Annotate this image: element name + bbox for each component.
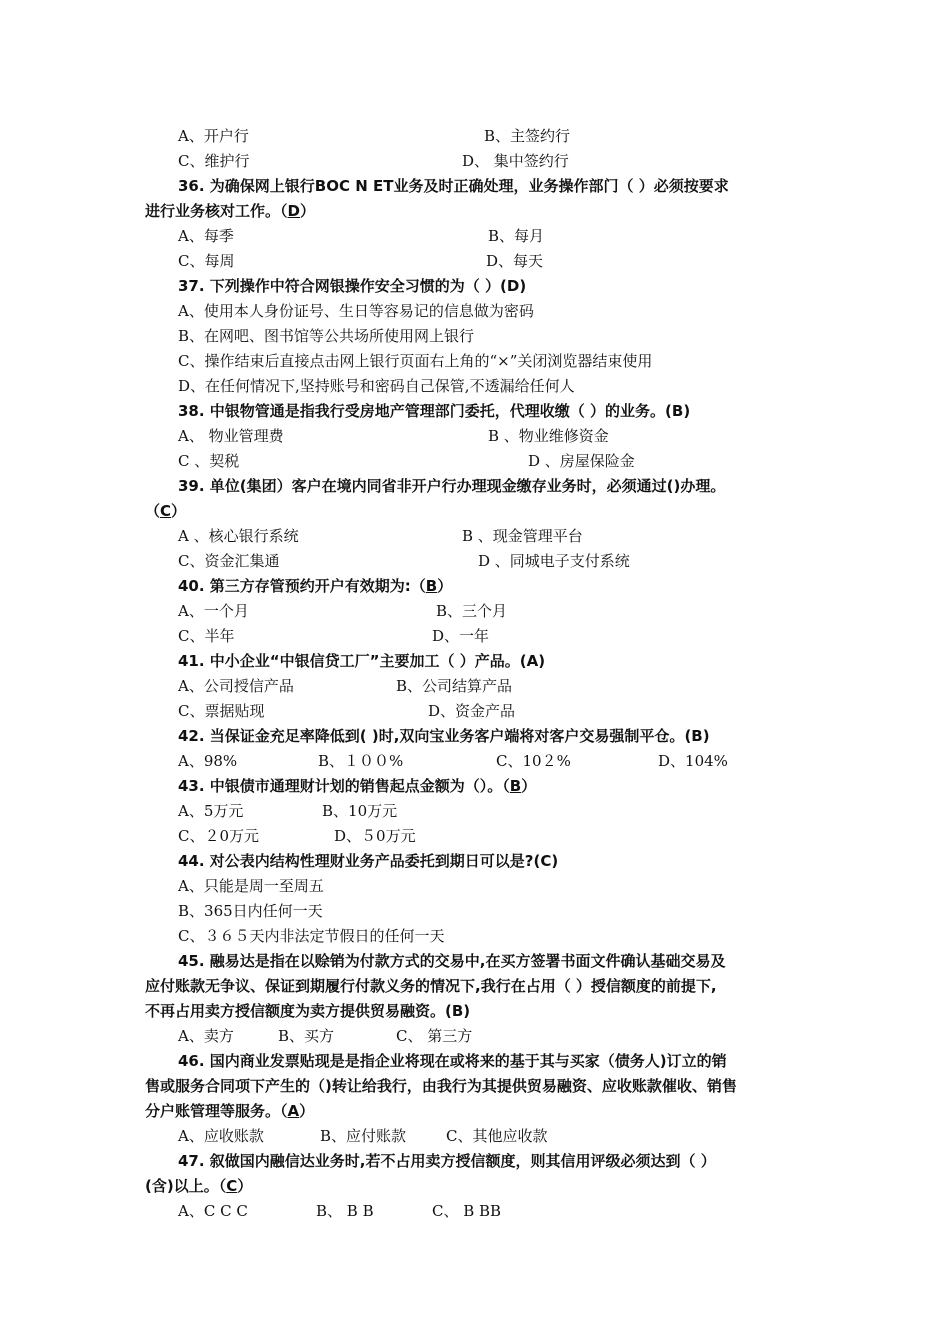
q40-option-b: B、三个月 <box>436 602 508 620</box>
q43-option-b: B、10万元 <box>322 802 398 820</box>
q39-option-d: D 、同城电子支付系统 <box>478 552 630 570</box>
q36-option-c: C、每周 <box>178 252 235 270</box>
q41-option-c: C、票据贴现 <box>178 702 265 720</box>
q42-option-a: A、98% <box>178 752 238 770</box>
q38-answer: (B) <box>665 402 691 420</box>
q42-option-b: B、１００% <box>318 752 404 770</box>
q46-question-line1: 46. 国内商业发票贴现是是指企业将现在或将来的基于其与买家（债务人)订立的销 <box>178 1052 727 1070</box>
q37-option-d: D、在任何情况下,坚持账号和密码自己保管,不透漏给任何人 <box>178 377 575 395</box>
q38-option-b: B 、物业维修资金 <box>488 427 609 445</box>
q38-text: 38. 中银物管通是指我行受房地产管理部门委托，代理收缴（ ）的业务。 <box>178 402 666 420</box>
q40-text: 40. 第三方存管预约开户有效期为:（ <box>178 577 426 595</box>
q44-option-b: B、365日内任何一天 <box>178 902 323 920</box>
q43-option-d: D、５0万元 <box>334 827 416 845</box>
q45-answer: (B) <box>445 1002 471 1020</box>
q36-answer: D <box>287 202 300 220</box>
q39-option-b: B 、现金管理平台 <box>462 527 583 545</box>
q39-question-line2 <box>145 499 186 523</box>
q39-close: ） <box>171 502 187 520</box>
q45-question-line3 <box>145 999 470 1023</box>
q41-option-d: D、资金产品 <box>428 702 516 720</box>
q42-answer: (B) <box>684 727 710 745</box>
q36-option-b: B、每月 <box>488 227 545 245</box>
q37-option-c: C、操作结束后直接点击网上银行页面右上角的“×”关闭浏览器结束使用 <box>178 352 653 370</box>
q46-question-line3 <box>145 1099 314 1123</box>
q38-option-d: D 、房屋保险金 <box>528 452 635 470</box>
q37-answer: (D) <box>500 277 527 295</box>
q40-option-d: D、一年 <box>432 627 490 645</box>
q41-option-b: B、公司结算产品 <box>396 677 513 695</box>
q41-text: 41. 中小企业“中银信贷工厂”主要加工（ ）产品。 <box>178 652 520 670</box>
q45-option-b: B、买方 <box>278 1027 335 1045</box>
q47-option-a: A、C C C <box>178 1202 248 1220</box>
q41-question <box>178 649 545 673</box>
q45-text: 不再占用卖方授信额度为卖方提供贸易融资。 <box>145 1002 446 1020</box>
q40-option-a: A、一个月 <box>178 602 249 620</box>
q45-option-c: C、 第三方 <box>396 1027 473 1045</box>
q35-option-c: C、维护行 <box>178 152 250 170</box>
q39-open: （ <box>145 502 161 520</box>
q37-question <box>178 274 526 298</box>
q43-answer: B <box>509 777 522 795</box>
q39-option-c: C、资金汇集通 <box>178 552 280 570</box>
q47-option-b: B、 B B <box>316 1202 374 1220</box>
q42-text: 42. 当保证金充足率降低到( )时,双向宝业务客户端将对客户交易强制平仓。 <box>178 727 685 745</box>
q45-option-a: A、卖方 <box>178 1027 234 1045</box>
q46-answer: A <box>287 1102 300 1120</box>
q47-text: (含)以上。（ <box>145 1177 227 1195</box>
q39-question-line1: 39. 单位(集团）客户在境内同省非开户行办理现金缴存业务时，必须通过()办理。 <box>178 477 726 495</box>
q43-option-c: C、２0万元 <box>178 827 260 845</box>
q35-option-d: D、 集中签约行 <box>462 152 569 170</box>
q45-question-line2: 应付账款无争议、保证到期履行付款义务的情况下,我行在占用（ ）授信额度的前提下, <box>145 977 717 995</box>
q45-question-line1: 45. 融易达是指在以赊销为付款方式的交易中,在买方签署书面文件确认基础交易及 <box>178 952 726 970</box>
q47-question-line2 <box>145 1174 252 1198</box>
q38-question <box>178 399 690 423</box>
q41-option-a: A、公司授信产品 <box>178 677 294 695</box>
q46-question-line2: 售或服务合同项下产生的（)转让给我行，由我行为其提供贸易融资、应收账款催收、销售 <box>145 1077 737 1095</box>
q46-text-end: ） <box>299 1102 315 1120</box>
q36-question-line1: 36. 为确保网上银行BOC N ET业务及时正确处理，业务操作部门（ ）必须按要求 <box>178 177 729 195</box>
q35-option-b: B、主签约行 <box>484 127 571 145</box>
q36-text: 进行业务核对工作。（ <box>145 202 288 220</box>
q37-text: 37. 下列操作中符合网银操作安全习惯的为（ ） <box>178 277 501 295</box>
q46-option-c: C、其他应收款 <box>446 1127 548 1145</box>
q44-option-c: C、３６５天内非法定节假日的任何一天 <box>178 927 445 945</box>
q43-question <box>178 774 536 798</box>
q46-text: 分户账管理等服务。（ <box>145 1102 288 1120</box>
q44-text: 44. 对公表内结构性理财业务产品委托到期日可以是? <box>178 852 534 870</box>
q46-option-b: B、应付账款 <box>320 1127 407 1145</box>
q43-text-end: ） <box>521 777 537 795</box>
q47-text-end: ） <box>237 1177 253 1195</box>
q36-option-d: D、每天 <box>486 252 544 270</box>
q40-text-end: ） <box>437 577 453 595</box>
q47-answer: C <box>226 1177 238 1195</box>
q44-question <box>178 849 558 873</box>
q39-answer: C <box>160 502 172 520</box>
q40-answer: B <box>425 577 438 595</box>
q46-option-a: A、应收账款 <box>178 1127 264 1145</box>
q41-answer: (A) <box>519 652 546 670</box>
q38-option-a: A、 物业管理费 <box>178 427 284 445</box>
q42-option-d: D、104% <box>658 752 728 770</box>
q36-text-end: ） <box>299 202 315 220</box>
q36-question-line2 <box>145 199 315 223</box>
q40-question <box>178 574 452 598</box>
q38-option-c: C 、契税 <box>178 452 240 470</box>
q37-option-b: B、在网吧、图书馆等公共场所使用网上银行 <box>178 327 475 345</box>
q37-option-a: A、使用本人身份证号、生日等容易记的信息做为密码 <box>178 302 534 320</box>
q47-question-line1: 47. 叙做国内融信达业务时,若不占用卖方授信额度，则其信用评级必须达到（ ） <box>178 1152 716 1170</box>
q35-option-a: A、开户行 <box>178 127 249 145</box>
q44-answer: (C) <box>533 852 559 870</box>
q42-option-c: C、10２% <box>496 752 571 770</box>
q44-option-a: A、只能是周一至周五 <box>178 877 324 895</box>
q36-option-a: A、每季 <box>178 227 234 245</box>
q40-option-c: C、半年 <box>178 627 235 645</box>
q43-option-a: A、5万元 <box>178 802 244 820</box>
q42-question <box>178 724 710 748</box>
q43-text: 43. 中银债市通理财计划的销售起点金额为（）。（ <box>178 777 510 795</box>
q47-option-c: C、 B BB <box>432 1202 502 1220</box>
q39-option-a: A 、核心银行系统 <box>178 527 299 545</box>
